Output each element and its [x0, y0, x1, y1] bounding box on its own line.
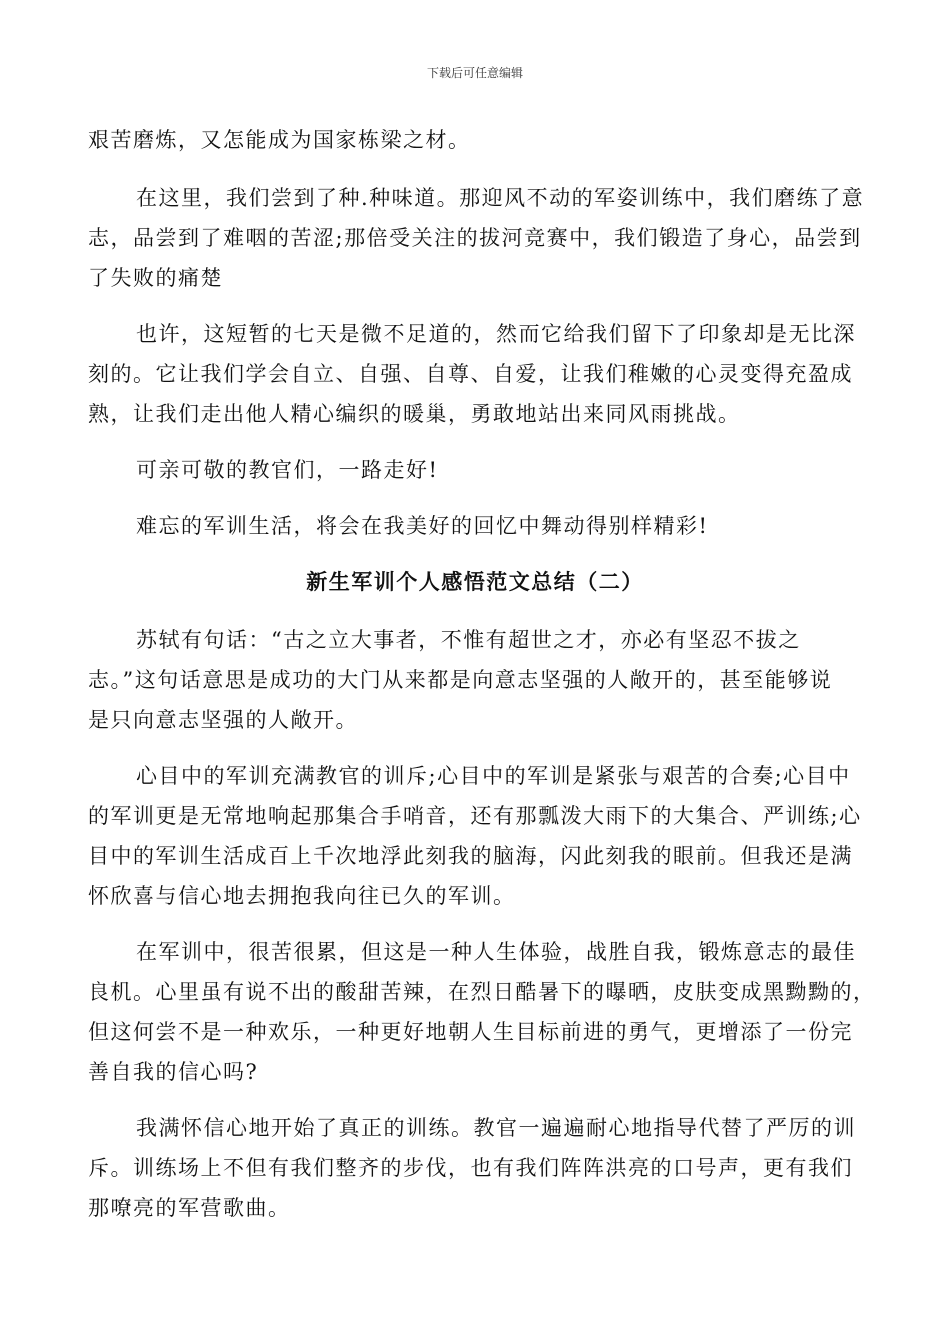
text-line: 善自我的信心吗?: [88, 1060, 259, 1084]
text-line: 刻的。它让我们学会自立、自强、自尊、自爱，让我们稚嫩的心灵变得充盈成: [88, 362, 853, 386]
text-line: 目中的军训生活成百上千次地浮此刻我的脑海，闪此刻我的眼前。但我还是满: [88, 844, 853, 868]
text-line: 良机。心里虽有说不出的酸甜苦辣，在烈日酷暑下的曝晒，皮肤变成黑黝黝的，: [88, 980, 876, 1004]
text-line: 是只向意志坚强的人敞开。: [88, 708, 358, 732]
text-line: 在这里，我们尝到了种.种味道。那迎风不动的军姿训练中，我们磨练了意: [136, 186, 865, 210]
text-line: 艰苦磨炼，又怎能成为国家栋梁之材。: [88, 128, 471, 152]
text-line: 可亲可敬的教官们，一路走好!: [136, 458, 439, 482]
text-line: 怀欣喜与信心地去拥抱我向往已久的军训。: [88, 884, 516, 908]
text-line: 那嘹亮的军营歌曲。: [88, 1196, 291, 1220]
text-line: 志，品尝到了难咽的苦涩;那倍受关注的拔河竞赛中，我们锻造了身心，品尝到: [88, 226, 862, 250]
text-line: 斥。训练场上不但有我们整齐的步伐，也有我们阵阵洪亮的口号声，更有我们: [88, 1156, 853, 1180]
section-title: 新生军训个人感悟范文总结（二）: [306, 569, 644, 594]
text-line: 熟，让我们走出他人精心编织的暖巢，勇敢地站出来同风雨挑战。: [88, 402, 741, 426]
page-header: 下载后可任意编辑: [426, 66, 523, 80]
text-line: 心目中的军训充满教官的训斥;心目中的军训是紧张与艰苦的合奏;心目中: [136, 764, 851, 788]
text-line: 了失败的痛楚: [88, 266, 223, 290]
text-line: 在军训中，很苦很累，但这是一种人生体验，战胜自我，锻炼意志的最佳: [136, 940, 856, 964]
text-line: 苏轼有句话：“古之立大事者，不惟有超世之才，亦必有坚忍不拔之: [136, 628, 801, 652]
text-line: 志。”这句话意思是成功的大门从来都是向意志坚强的人敞开的，甚至能够说: [88, 668, 833, 692]
text-line: 也许，这短暂的七天是微不足道的，然而它给我们留下了印象却是无比深: [136, 322, 856, 346]
text-line: 但这何尝不是一种欢乐，一种更好地朝人生目标前进的勇气，更增添了一份完: [88, 1020, 853, 1044]
text-line: 我满怀信心地开始了真正的训练。教官一遍遍耐心地指导代替了严厉的训: [136, 1116, 856, 1140]
text-line: 的军训更是无常地响起那集合手哨音，还有那瓢泼大雨下的大集合、严训练;心: [88, 804, 862, 828]
text-line: 难忘的军训生活，将会在我美好的回忆中舞动得别样精彩!: [136, 514, 709, 538]
